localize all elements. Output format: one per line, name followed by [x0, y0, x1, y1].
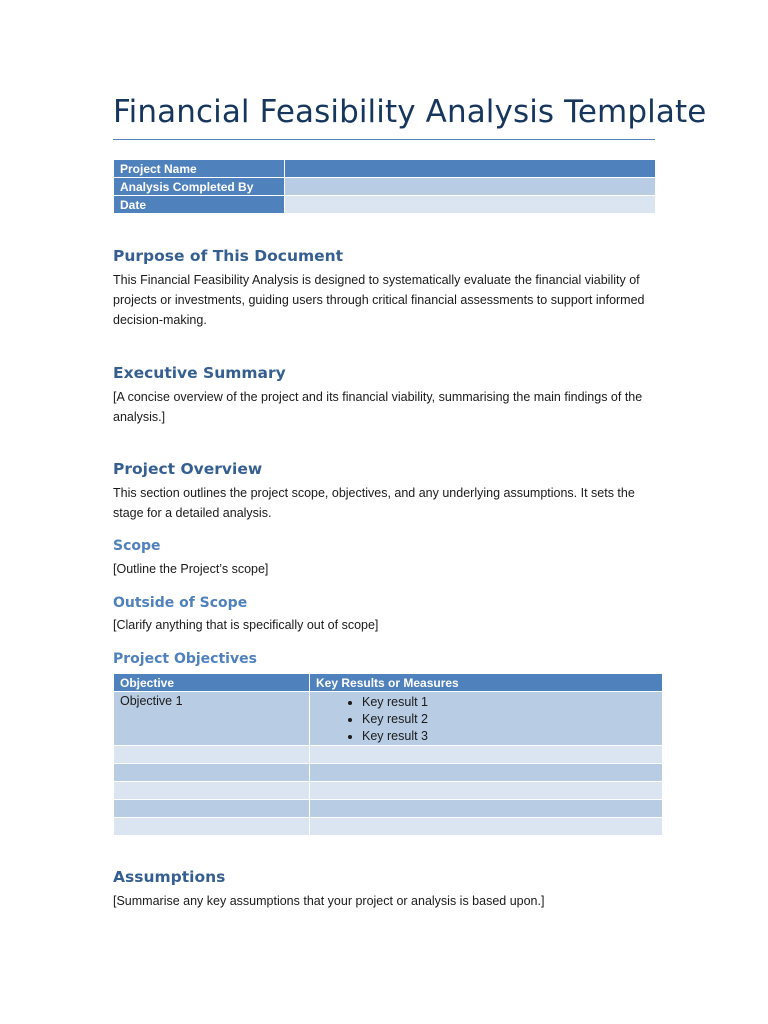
table-row	[114, 178, 655, 196]
scope-text: [Outline the Project’s scope]	[113, 562, 269, 576]
outside-scope-heading: Outside of Scope	[113, 595, 248, 611]
project-overview-heading: Project Overview	[113, 460, 263, 478]
objective-cell[interactable]: Objective 1	[114, 692, 310, 746]
analysis-completed-by-label: Analysis Completed By	[114, 178, 285, 196]
project-name-field[interactable]	[285, 160, 656, 178]
objective-column-header: Objective	[114, 674, 310, 692]
document-title: Financial Feasibility Analysis Template	[113, 94, 707, 130]
project-info-table	[114, 160, 655, 214]
date-field[interactable]	[285, 196, 656, 214]
scope-heading: Scope	[113, 538, 161, 554]
key-results-cell[interactable]	[310, 764, 663, 782]
key-results-cell[interactable]	[310, 800, 663, 818]
table-row	[114, 196, 655, 214]
date-label: Date	[114, 196, 285, 214]
objective-cell[interactable]	[114, 764, 310, 782]
table-row	[114, 818, 662, 836]
key-results-cell[interactable]	[310, 746, 663, 764]
analysis-completed-by-field[interactable]	[285, 178, 656, 196]
objective-cell[interactable]	[114, 746, 310, 764]
objective-cell[interactable]	[114, 800, 310, 818]
table-row	[114, 800, 662, 818]
table-row	[114, 160, 655, 178]
table-row	[114, 746, 662, 764]
outside-scope-text: [Clarify anything that is specifically out of scope]	[113, 618, 379, 632]
key-results-list	[316, 694, 656, 745]
project-overview-text: This section outlines the project scope, objectives, and any underlying assumptions. It sets the stage for a detailed analysis.	[113, 486, 635, 520]
purpose-heading: Purpose of This Document	[113, 247, 344, 265]
list-item: • Key result 1	[362, 694, 656, 711]
table-row	[114, 692, 662, 746]
list-item: • Key result 2	[362, 711, 656, 728]
assumptions-heading: Assumptions	[113, 868, 226, 886]
key-results-cell[interactable]	[310, 782, 663, 800]
table-row	[114, 764, 662, 782]
project-objectives-heading: Project Objectives	[113, 651, 257, 667]
objectives-table	[114, 674, 662, 835]
objective-cell[interactable]	[114, 782, 310, 800]
objective-cell[interactable]	[114, 818, 310, 836]
executive-summary-heading: Executive Summary	[113, 364, 286, 382]
title-divider	[113, 139, 655, 140]
key-results-cell[interactable]	[310, 818, 663, 836]
project-name-label: Project Name	[114, 160, 285, 178]
list-item: • Key result 3	[362, 728, 656, 745]
table-row	[114, 782, 662, 800]
key-results-cell[interactable]	[310, 692, 663, 746]
executive-summary-text: [A concise overview of the project and its financial viability, summarising the main findings of the analysis.]	[113, 390, 643, 424]
key-results-column-header: Key Results or Measures	[310, 674, 663, 692]
purpose-text: This Financial Feasibility Analysis is designed to systematically evaluate the financial viability of projects or investments, guiding users through critical financial assessments to support informed decision-making.	[113, 273, 645, 327]
assumptions-text: [Summarise any key assumptions that your project or analysis is based upon.]	[113, 894, 545, 908]
table-header-row	[114, 674, 662, 692]
